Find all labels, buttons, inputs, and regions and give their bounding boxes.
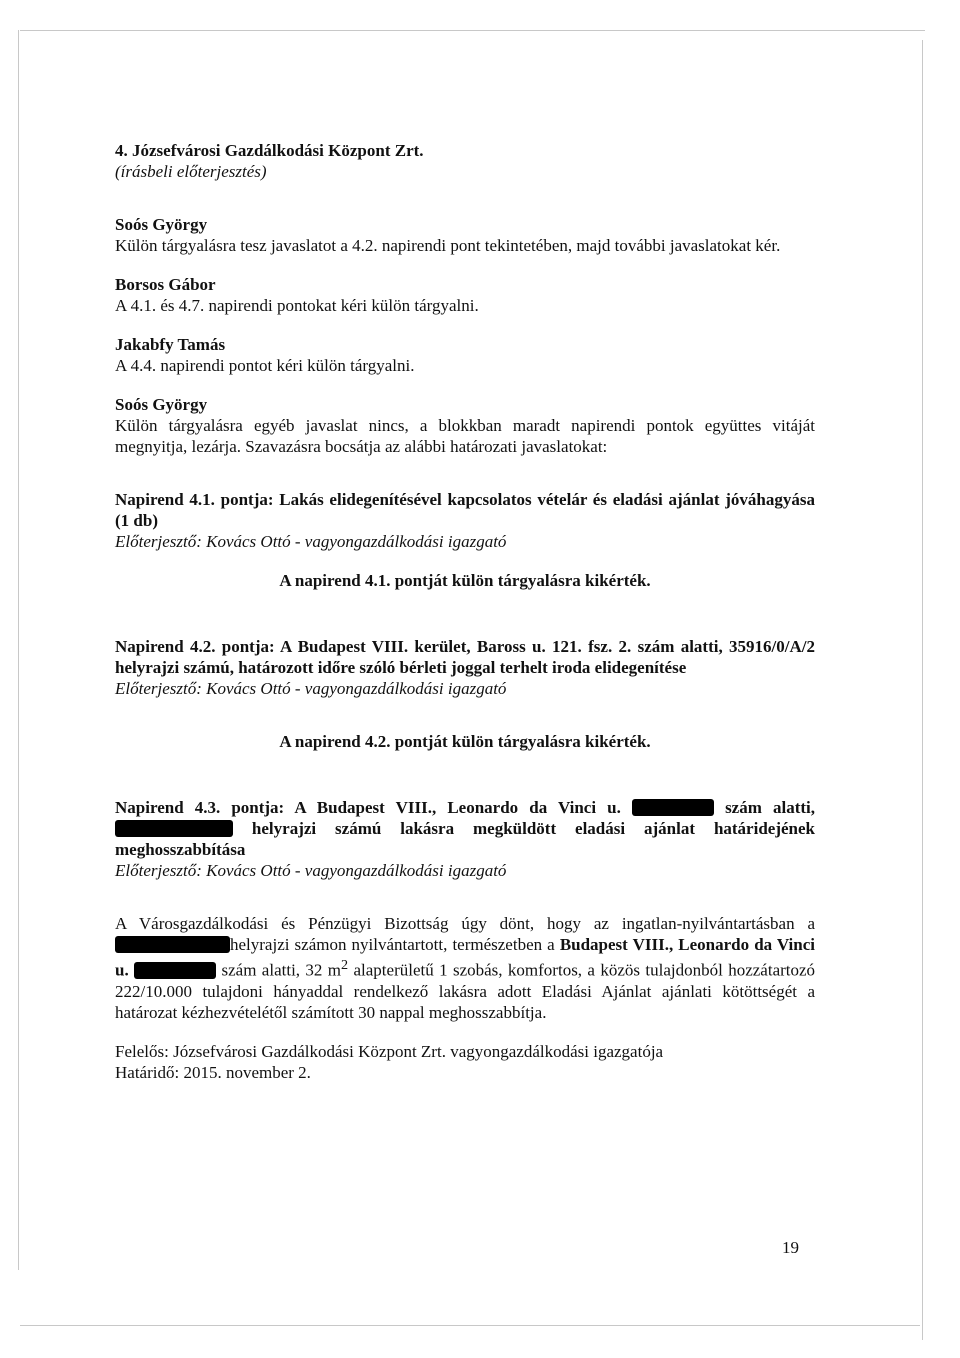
scan-border-top: [20, 30, 925, 31]
document-page: [115, 140, 815, 1083]
agenda-item-note: A napirend 4.1. pontját külön tárgyalásra kikérték.: [279, 571, 651, 590]
agenda-item-heading: Napirend 4.2. pontja: A Budapest VIII. kerület, Baross u. 121. fsz. 2. szám alatti, 35916/0/A/2 helyrajzi számú, határozott időre szóló bérleti joggal terhelt iroda elidegenítése: [115, 637, 815, 677]
redaction-bar: [134, 962, 216, 979]
agenda-item-presenter: Előterjesztő: Kovács Ottó - vagyongazdálkodási igazgató: [115, 861, 507, 880]
redaction-bar: [115, 936, 230, 953]
section-subtitle: (írásbeli előterjesztés): [115, 162, 267, 181]
speaker-statement: Külön tárgyalásra tesz javaslatot a 4.2. napirendi pont tekintetében, majd további javaslatokat kér.: [115, 236, 781, 255]
resolution-text: A Városgazdálkodási és Pénzügyi Bizottság úgy dönt, hogy az ingatlan-nyilvántartásban a helyrajzi számon nyilvántartott, természetben a Budapest VIII., Leonardo da Vinci u. szám alatti, 32 $m^2$ alapterületű 1 szobás, komfortos, a közös tulajdonból hozzátartozó 222/10.000 tulajdoni hányaddal rendelkező lakásra adott Eladási Ajánlat ajánlati kötöttségét a határozat kézhezvételétől számított 30 nappal meghosszabbítja.: [115, 914, 816, 1022]
section-title: 4. Józsefvárosi Gazdálkodási Központ Zrt.: [115, 141, 424, 160]
speaker-name: Soós György: [115, 215, 208, 234]
agenda-item-presenter: Előterjesztő: Kovács Ottó - vagyongazdálkodási igazgató: [115, 532, 507, 551]
agenda-item-heading: [115, 797, 815, 860]
heading-text: helyrajzi számú lakásra megküldött eladási ajánlat határidejének meghosszabbítása: [115, 819, 815, 859]
heading-text: szám alatti,: [725, 798, 815, 817]
speaker-name: Borsos Gábor: [115, 275, 216, 294]
responsible-line: Felelős: Józsefvárosi Gazdálkodási Központ Zrt. vagyongazdálkodási igazgatója: [115, 1041, 664, 1061]
agenda-item-presenter: Előterjesztő: Kovács Ottó - vagyongazdálkodási igazgató: [115, 679, 507, 698]
redaction-bar: [115, 820, 233, 837]
agenda-item-heading: Napirend 4.1. pontja: Lakás elidegenítésével kapcsolatos vételár és eladási ajánlat jóváhagyása (1 db): [115, 490, 815, 530]
speaker-name: Jakabfy Tamás: [115, 335, 226, 354]
scan-border-bottom: [20, 1325, 920, 1326]
page-number: 19: [782, 1238, 799, 1257]
scan-border-right: [922, 40, 923, 1340]
speaker-statement: A 4.1. és 4.7. napirendi pontokat kéri külön tárgyalni.: [115, 296, 479, 315]
speaker-name: Soós György: [115, 395, 208, 414]
speaker-statement: A 4.4. napirendi pontot kéri külön tárgyalni.: [115, 356, 415, 375]
deadline-line: Határidő: 2015. november 2.: [115, 1062, 311, 1082]
redaction-bar: [632, 799, 714, 816]
heading-text: Napirend 4.3. pontja: A Budapest VIII., Leonardo da Vinci u.: [115, 798, 621, 817]
speaker-statement: Külön tárgyalásra egyéb javaslat nincs, a blokkban maradt napirendi pontok együttes vitáját megnyitja, lezárja. Szavazásra bocsátja az alábbi határozati javaslatokat:: [115, 416, 815, 456]
agenda-item-note: A napirend 4.2. pontját külön tárgyalásra kikérték.: [279, 732, 651, 751]
scan-border-left: [18, 30, 19, 1270]
